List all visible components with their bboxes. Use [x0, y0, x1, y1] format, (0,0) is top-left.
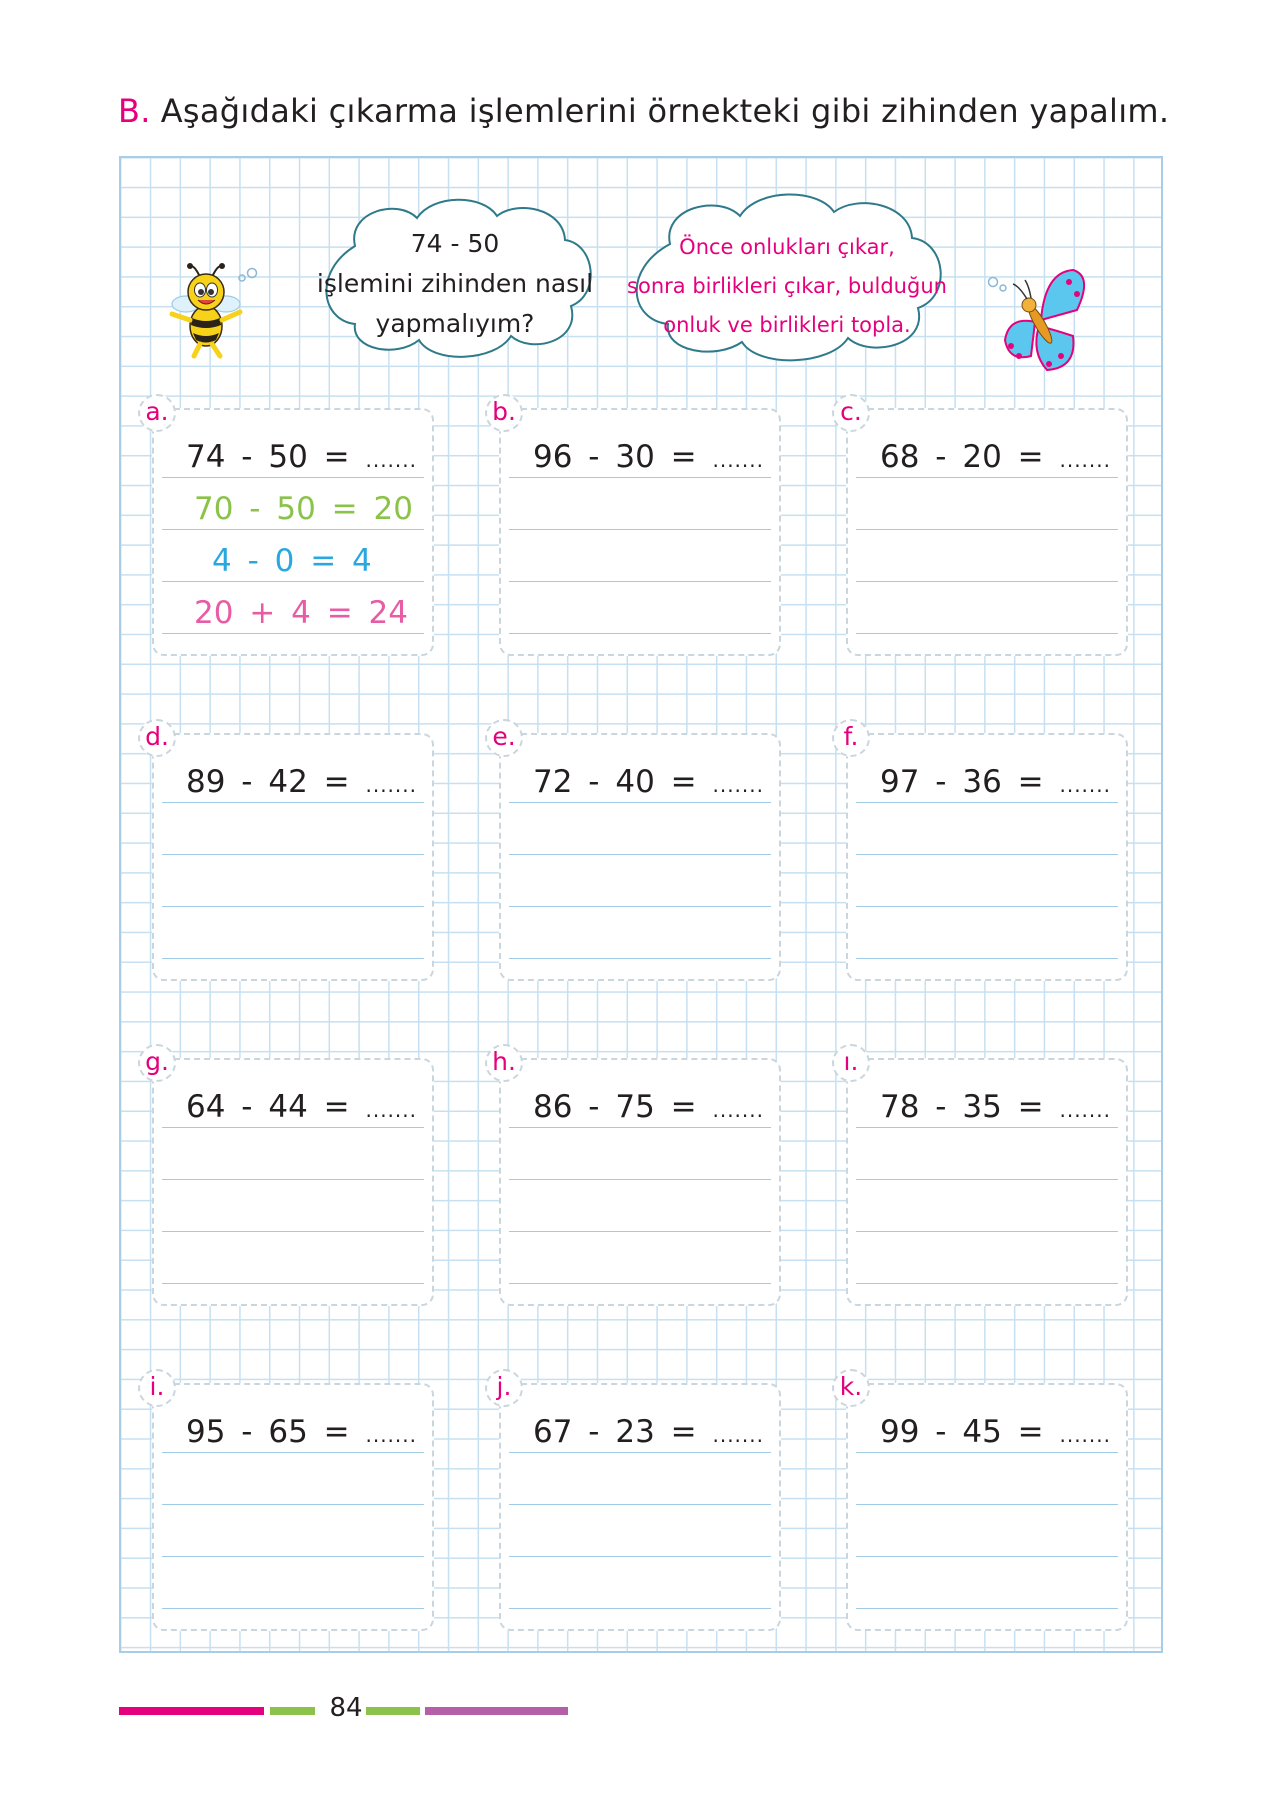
answer-blank: .......: [712, 1423, 764, 1447]
problem-equation: [186, 1414, 417, 1450]
problem-box: [145, 1047, 434, 1306]
answer-line[interactable]: [509, 426, 771, 478]
equation-text: 86 - 75 =: [533, 1089, 697, 1125]
answer-blank: .......: [365, 448, 417, 472]
answer-line[interactable]: [856, 907, 1118, 959]
answer-line: [162, 582, 424, 634]
question-thought-bubble: [305, 186, 605, 374]
answer-line[interactable]: [162, 907, 424, 959]
answer-line[interactable]: [162, 751, 424, 803]
answer-line[interactable]: [509, 1180, 771, 1232]
problem-equation: [533, 1414, 764, 1450]
answer-line[interactable]: [162, 1401, 424, 1453]
answer-blank: .......: [1059, 1098, 1111, 1122]
problem-box: [839, 1372, 1128, 1631]
answer-line[interactable]: [509, 1128, 771, 1180]
answer-line[interactable]: [509, 1557, 771, 1609]
equation-text: 64 - 44 =: [186, 1089, 350, 1125]
answer-blank: .......: [1059, 773, 1111, 797]
answer-line[interactable]: [856, 1180, 1118, 1232]
answer-line[interactable]: [856, 855, 1118, 907]
problem-label: h.: [485, 1044, 523, 1082]
answer-blank: .......: [712, 773, 764, 797]
answer-line[interactable]: [509, 478, 771, 530]
problem-box: [843, 722, 1128, 981]
answer-line: [162, 478, 424, 530]
answer-line[interactable]: [509, 1076, 771, 1128]
answer-blank: .......: [712, 448, 764, 472]
equation-text: 68 - 20 =: [880, 439, 1044, 475]
ones-step: 4 - 0 = 4: [212, 543, 372, 579]
problem-box: [843, 1047, 1128, 1306]
butterfly-icon: [985, 266, 1093, 376]
answer-line[interactable]: [162, 1453, 424, 1505]
answer-blank: .......: [1059, 448, 1111, 472]
problem-box: [840, 397, 1128, 656]
answer-line[interactable]: [509, 751, 771, 803]
problem-label: f.: [832, 719, 870, 757]
equation-text: 97 - 36 =: [880, 764, 1044, 800]
equation-text: 99 - 45 =: [880, 1414, 1044, 1450]
problem-equation: [186, 439, 417, 475]
problem-label: e.: [485, 719, 523, 757]
answer-line[interactable]: [509, 1453, 771, 1505]
answer-line[interactable]: [856, 582, 1118, 634]
problem-equation: [880, 1089, 1111, 1125]
answer-line[interactable]: [856, 478, 1118, 530]
bee-icon: [164, 262, 274, 362]
answer-blank: .......: [365, 1098, 417, 1122]
answer-line[interactable]: [509, 803, 771, 855]
answer-line[interactable]: [856, 1232, 1118, 1284]
footer-bar-pink: [119, 1707, 264, 1715]
answer-line[interactable]: [162, 1076, 424, 1128]
problem-equation: [880, 439, 1111, 475]
answer-line: [162, 426, 424, 478]
problem-equation: [880, 764, 1111, 800]
problem-label: ı.: [832, 1044, 870, 1082]
problem-box: [145, 722, 434, 981]
hint-line-2: sonra birlikleri çıkar, bulduğun: [627, 274, 947, 298]
answer-line[interactable]: [162, 1232, 424, 1284]
footer-bar-green-2: [366, 1707, 420, 1715]
equation-text: 78 - 35 =: [880, 1089, 1044, 1125]
answer-line[interactable]: [162, 1557, 424, 1609]
answer-blank: .......: [365, 1423, 417, 1447]
answer-line[interactable]: [509, 1505, 771, 1557]
problem-label: g.: [138, 1044, 176, 1082]
hint-line-1: Önce onlukları çıkar,: [679, 235, 895, 259]
tens-step: 70 - 50 = 20: [194, 491, 413, 527]
answer-line[interactable]: [856, 1401, 1118, 1453]
footer-bar-purple: [425, 1707, 568, 1715]
answer-line[interactable]: [856, 426, 1118, 478]
answer-blank: .......: [1059, 1423, 1111, 1447]
page-number: 84: [329, 1693, 363, 1723]
sum-step: 20 + 4 = 24: [194, 595, 408, 631]
answer-line[interactable]: [509, 1232, 771, 1284]
answer-blank: .......: [365, 773, 417, 797]
section-letter: B.: [118, 92, 151, 130]
equation-text: 89 - 42 =: [186, 764, 350, 800]
problem-equation: [533, 439, 764, 475]
answer-line[interactable]: [509, 1401, 771, 1453]
example-box: [145, 397, 434, 656]
answer-line: [162, 530, 424, 582]
problem-equation: [533, 764, 764, 800]
equation-text: 72 - 40 =: [533, 764, 697, 800]
answer-line[interactable]: [162, 803, 424, 855]
question-line-1: 74 - 50: [410, 229, 500, 258]
problem-label: i.: [138, 1369, 176, 1407]
question-line-3: yapmalıyım?: [375, 309, 535, 338]
problem-box: [496, 1372, 781, 1631]
problem-box: [492, 1047, 781, 1306]
answer-line[interactable]: [856, 1505, 1118, 1557]
answer-line[interactable]: [509, 907, 771, 959]
answer-line[interactable]: [162, 855, 424, 907]
problem-label: a.: [138, 394, 176, 432]
equation-text: 96 - 30 =: [533, 439, 697, 475]
problem-equation: [533, 1089, 764, 1125]
answer-line[interactable]: [162, 1180, 424, 1232]
answer-line[interactable]: [509, 582, 771, 634]
problem-equation: [186, 1089, 417, 1125]
equation-text: 67 - 23 =: [533, 1414, 697, 1450]
answer-line[interactable]: [856, 1128, 1118, 1180]
answer-line[interactable]: [162, 1128, 424, 1180]
problem-label: j.: [485, 1369, 523, 1407]
answer-line[interactable]: [856, 530, 1118, 582]
problem-equation: [880, 1414, 1111, 1450]
question-line-2: işlemini zihinden nasıl: [316, 269, 594, 298]
answer-blank: .......: [712, 1098, 764, 1122]
problem-label: d.: [138, 719, 176, 757]
problem-label: k.: [832, 1369, 870, 1407]
problem-label: b.: [485, 394, 523, 432]
problem-box: [492, 722, 781, 981]
answer-line[interactable]: [162, 1505, 424, 1557]
exercise-heading: [118, 92, 1169, 130]
problem-box: [149, 1372, 434, 1631]
footer-bar-green: [270, 1707, 315, 1715]
answer-line[interactable]: [856, 751, 1118, 803]
answer-line[interactable]: [509, 855, 771, 907]
answer-line[interactable]: [856, 1557, 1118, 1609]
answer-line[interactable]: [856, 1076, 1118, 1128]
hint-thought-bubble: [612, 178, 962, 378]
equation-text: 74 - 50 =: [186, 439, 350, 475]
problem-label: c.: [832, 394, 870, 432]
equation-text: 95 - 65 =: [186, 1414, 350, 1450]
answer-line[interactable]: [856, 1453, 1118, 1505]
problem-equation: [186, 764, 417, 800]
problem-box: [492, 397, 781, 656]
instruction-text: Aşağıdaki çıkarma işlemlerini örnekteki gibi zihinden yapalım.: [160, 92, 1170, 130]
answer-line[interactable]: [856, 803, 1118, 855]
answer-line[interactable]: [509, 530, 771, 582]
hint-line-3: onluk ve birlikleri topla.: [663, 313, 911, 337]
